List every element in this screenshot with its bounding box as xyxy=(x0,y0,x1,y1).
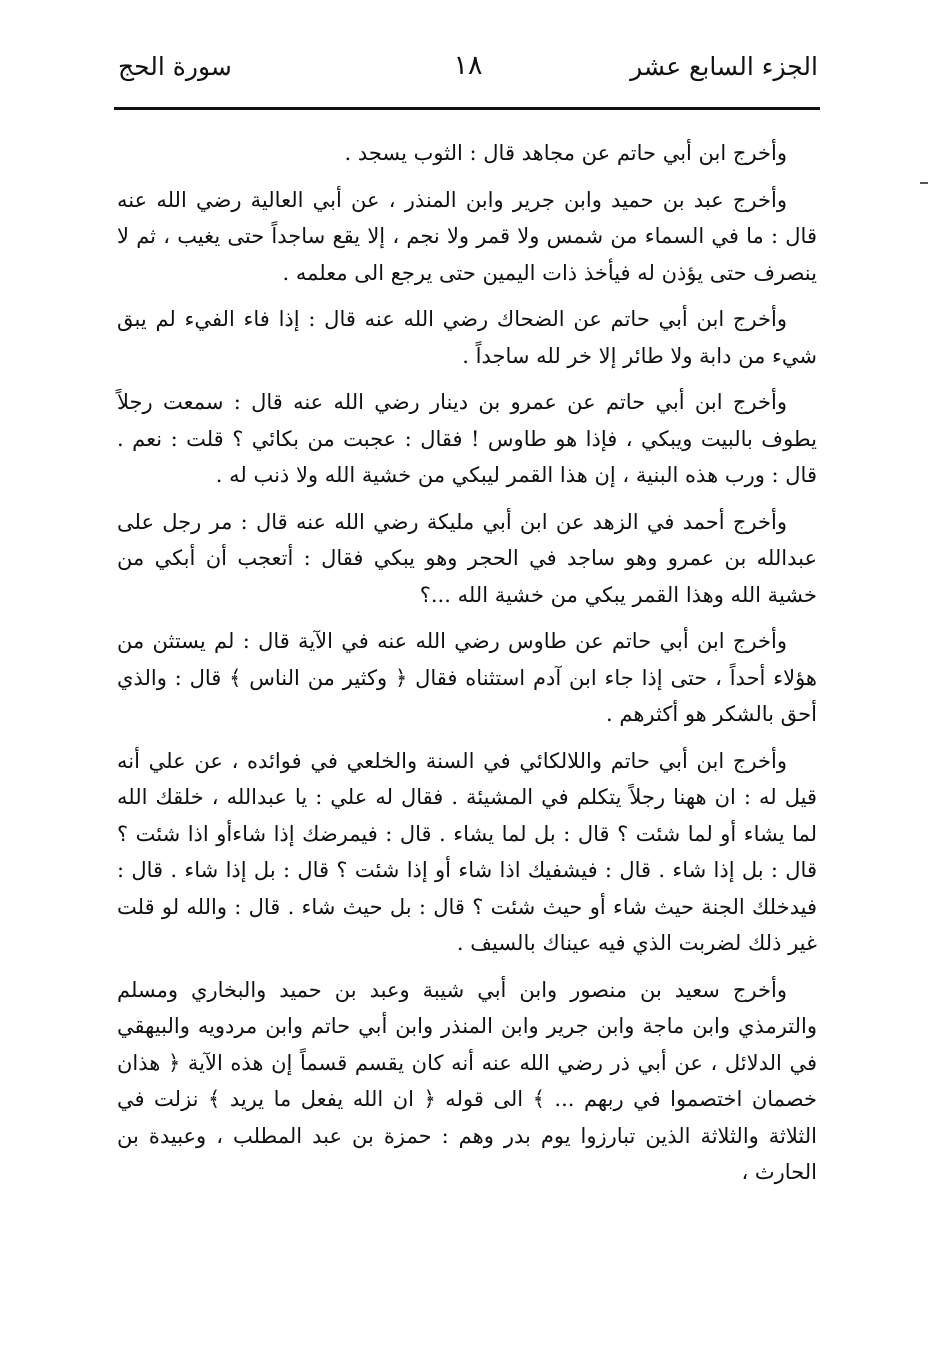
margin-mark xyxy=(920,182,928,184)
paragraph: وأخرج ابن أبي حاتم عن الضحاك رضي الله عنه قال : إذا فاء الفيء لم يبق شيء من دابة ولا طائر إلا خر لله ساجداً . xyxy=(117,307,817,368)
paragraph: وأخرج ابن أبي حاتم عن طاوس رضي الله عنه في الآية قال : لم يستثن من هؤلاء أحداً ، حتى إذا جاء ابن آدم استثناه فقال ﴿ وكثير من الناس ﴾ قال : والذي أحق بالشكر هو أكثرهم . xyxy=(117,629,817,726)
paragraph: وأخرج أحمد في الزهد عن ابن أبي مليكة رضي الله عنه قال : مر رجل على عبدالله بن عمرو وهو ساجد في الحجر وهو يبكي فقال : أتعجب أن أبكي من خشية الله وهذا القمر يبكي من خشية الله ...؟ xyxy=(117,509,817,607)
running-header xyxy=(118,52,818,94)
paragraph: وأخرج عبد بن حميد وابن جرير وابن المنذر ، عن أبي العالية رضي الله عنه قال : ما في السماء من شمس ولا قمر ولا نجم ، إلا يقع ساجداً حتى يغيب ، ثم لا ينصرف حتى يؤذن له فيأخذ ذات اليمين حتى يرجع الى معلمه . xyxy=(117,187,817,285)
paragraph: وأخرج سعيد بن منصور وابن أبي شيبة وعبد بن حميد والبخاري ومسلم والترمذي وابن ماجة وابن جرير وابن المنذر وابن أبي حاتم وابن مردويه والبيهقي في الدلائل ، عن أبي ذر رضي الله عنه أنه كان يقسم قسماً إن هذه الآية ﴿ هذان خصمان اختصموا في ربهم ... ﴾ الى قوله ﴿ ان الله يفعل ما يريد ﴾ نزلت في الثلاثة والثلاثة الذين تبارزوا يوم بدر وهم : حمزة بن عبد المطلب ، وعبيدة بن الحارث ، xyxy=(117,977,817,1184)
body-text xyxy=(117,135,817,1191)
header-rule xyxy=(114,107,820,110)
part-label: الجزء السابع عشر xyxy=(630,52,818,81)
paragraph: وأخرج ابن أبي حاتم عن عمرو بن دينار رضي الله عنه قال : سمعت رجلاً يطوف بالبيت ويبكي ، فإذا هو طاوس ! فقال : عجبت من بكائي ؟ قلت : نعم . قال : ورب هذه البنية ، إن هذا القمر ليبكي من خشية الله ولا ذنب له . xyxy=(117,390,817,487)
paragraph: وأخرج ابن أبي حاتم واللالكائي في السنة والخلعي في فوائده ، عن علي أنه قيل له : ان ههنا رجلاً يتكلم في المشيئة . فقال له علي : يا عبدالله ، خلقك الله لما يشاء أو لما شئت ؟ قال : بل لما يشاء . قال : فيمرضك إذا شاءأو اذا شئت ؟ قال : بل إذا شاء . قال : فيشفيك اذا شاء أو إذا شئت ؟ قال : بل إذا شاء . قال : فيدخلك الجنة حيث شاء أو حيث شئت ؟ قال : بل حيث شاء . قال : والله لو قلت غير ذلك لضربت الذي فيه عيناك بالسيف . xyxy=(117,748,817,955)
page-number: ١٨ xyxy=(453,50,483,81)
paragraph: وأخرج ابن أبي حاتم عن مجاهد قال : الثوب يسجد . xyxy=(344,141,787,165)
surah-label: سورة الحج xyxy=(118,52,232,81)
